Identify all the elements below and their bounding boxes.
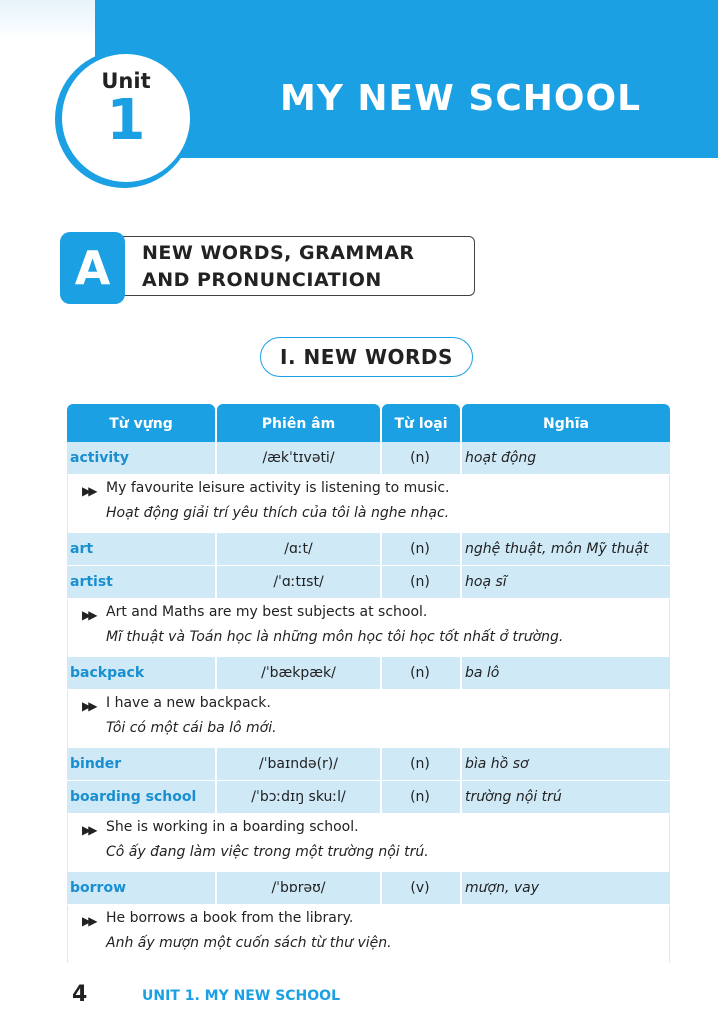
table-row — [67, 533, 670, 566]
column-divider — [380, 781, 382, 814]
header-type: Từ loại — [382, 404, 460, 442]
word-cell: borrow — [70, 880, 126, 896]
example-english: I have a new backpack. — [106, 695, 271, 711]
type-cell: (v) — [410, 880, 430, 896]
word-cell: binder — [70, 756, 122, 772]
phonetic-cell: /ɑːt/ — [284, 541, 313, 557]
table-row — [67, 781, 670, 814]
meaning-cell: nghệ thuật, môn Mỹ thuật — [465, 541, 649, 557]
double-arrow-icon: ▶▶ — [82, 608, 95, 622]
meaning-cell: hoạt động — [465, 450, 537, 466]
meaning-cell: trường nội trú — [465, 789, 562, 805]
phonetic-cell: /ˈɑːtɪst/ — [273, 574, 324, 590]
unit-number: 1 — [106, 88, 146, 153]
header-phonetic: Phiên âm — [217, 404, 380, 442]
column-divider — [460, 748, 462, 781]
double-arrow-icon: ▶▶ — [82, 914, 95, 928]
header-word: Từ vựng — [67, 404, 215, 442]
example-block — [67, 905, 670, 963]
example-block — [67, 814, 670, 872]
table-header — [67, 404, 670, 442]
table-body — [67, 442, 670, 963]
type-cell: (n) — [410, 450, 430, 466]
section-title-line-1: NEW WORDS, GRAMMAR — [142, 242, 415, 264]
column-divider — [460, 872, 462, 905]
header-meaning: Nghĩa — [462, 404, 670, 442]
example-vietnamese: Mĩ thuật và Toán học là những môn học tôi học tốt nhất ở trường. — [106, 629, 564, 645]
example-english: He borrows a book from the library. — [106, 910, 354, 926]
column-divider — [215, 442, 217, 475]
example-vietnamese: Cô ấy đang làm việc trong một trường nội trú. — [106, 844, 429, 860]
column-divider — [215, 533, 217, 566]
type-cell: (n) — [410, 756, 430, 772]
example-block — [67, 690, 670, 748]
column-divider — [380, 533, 382, 566]
section-title — [142, 240, 415, 294]
example-english: Art and Maths are my best subjects at school. — [106, 604, 428, 620]
column-divider — [215, 657, 217, 690]
phonetic-cell: /ˈbɔːdɪŋ skuːl/ — [251, 789, 346, 805]
meaning-cell: hoạ sĩ — [465, 574, 507, 590]
column-divider — [460, 657, 462, 690]
unit-label: Unit — [101, 69, 151, 93]
double-arrow-icon: ▶▶ — [82, 484, 95, 498]
table-row — [67, 566, 670, 599]
word-cell: boarding school — [70, 789, 197, 805]
column-divider — [460, 442, 462, 475]
word-cell: activity — [70, 450, 129, 466]
column-divider — [215, 566, 217, 599]
example-vietnamese: Hoạt động giải trí yêu thích của tôi là nghe nhạc. — [106, 505, 450, 521]
column-divider — [380, 872, 382, 905]
top-strip — [0, 0, 95, 40]
word-cell: backpack — [70, 665, 145, 681]
type-cell: (n) — [410, 541, 430, 557]
double-arrow-icon: ▶▶ — [82, 699, 95, 713]
column-divider — [380, 566, 382, 599]
column-divider — [460, 781, 462, 814]
example-block — [67, 475, 670, 533]
type-cell: (n) — [410, 665, 430, 681]
phonetic-cell: /ˈbækpæk/ — [261, 665, 336, 681]
type-cell: (n) — [410, 789, 430, 805]
table-row — [67, 657, 670, 690]
table-row — [67, 748, 670, 781]
type-cell: (n) — [410, 574, 430, 590]
column-divider — [215, 781, 217, 814]
phonetic-cell: /ækˈtɪvəti/ — [262, 450, 335, 466]
column-divider — [460, 533, 462, 566]
meaning-cell: bìa hồ sơ — [465, 756, 529, 772]
column-divider — [215, 872, 217, 905]
example-vietnamese: Anh ấy mượn một cuốn sách từ thư viện. — [106, 935, 392, 951]
vocabulary-table — [67, 404, 670, 963]
table-row — [67, 872, 670, 905]
column-divider — [380, 657, 382, 690]
table-row — [67, 442, 670, 475]
page-number: 4 — [72, 982, 88, 1007]
meaning-cell: mượn, vay — [465, 880, 539, 896]
section-title-line-2: AND PRONUNCIATION — [142, 269, 382, 291]
double-arrow-icon: ▶▶ — [82, 823, 95, 837]
word-cell: artist — [70, 574, 113, 590]
unit-badge — [65, 57, 187, 179]
example-vietnamese: Tôi có một cái ba lô mới. — [106, 720, 277, 736]
column-divider — [380, 442, 382, 475]
example-english: She is working in a boarding school. — [106, 819, 359, 835]
page-title: MY NEW SCHOOL — [280, 78, 642, 119]
column-divider — [215, 748, 217, 781]
column-divider — [460, 566, 462, 599]
word-cell: art — [70, 541, 94, 557]
running-title: UNIT 1. MY NEW SCHOOL — [142, 988, 340, 1004]
phonetic-cell: /ˈbɒrəʊ/ — [271, 880, 326, 896]
phonetic-cell: /ˈbaɪndə(r)/ — [258, 756, 338, 772]
section-letter: A — [60, 232, 125, 304]
meaning-cell: ba lô — [465, 665, 500, 681]
column-divider — [380, 748, 382, 781]
subsection-title: I. NEW WORDS — [260, 337, 473, 377]
header-banner-tail — [150, 150, 718, 158]
example-block — [67, 599, 670, 657]
example-english: My favourite leisure activity is listening to music. — [106, 480, 450, 496]
